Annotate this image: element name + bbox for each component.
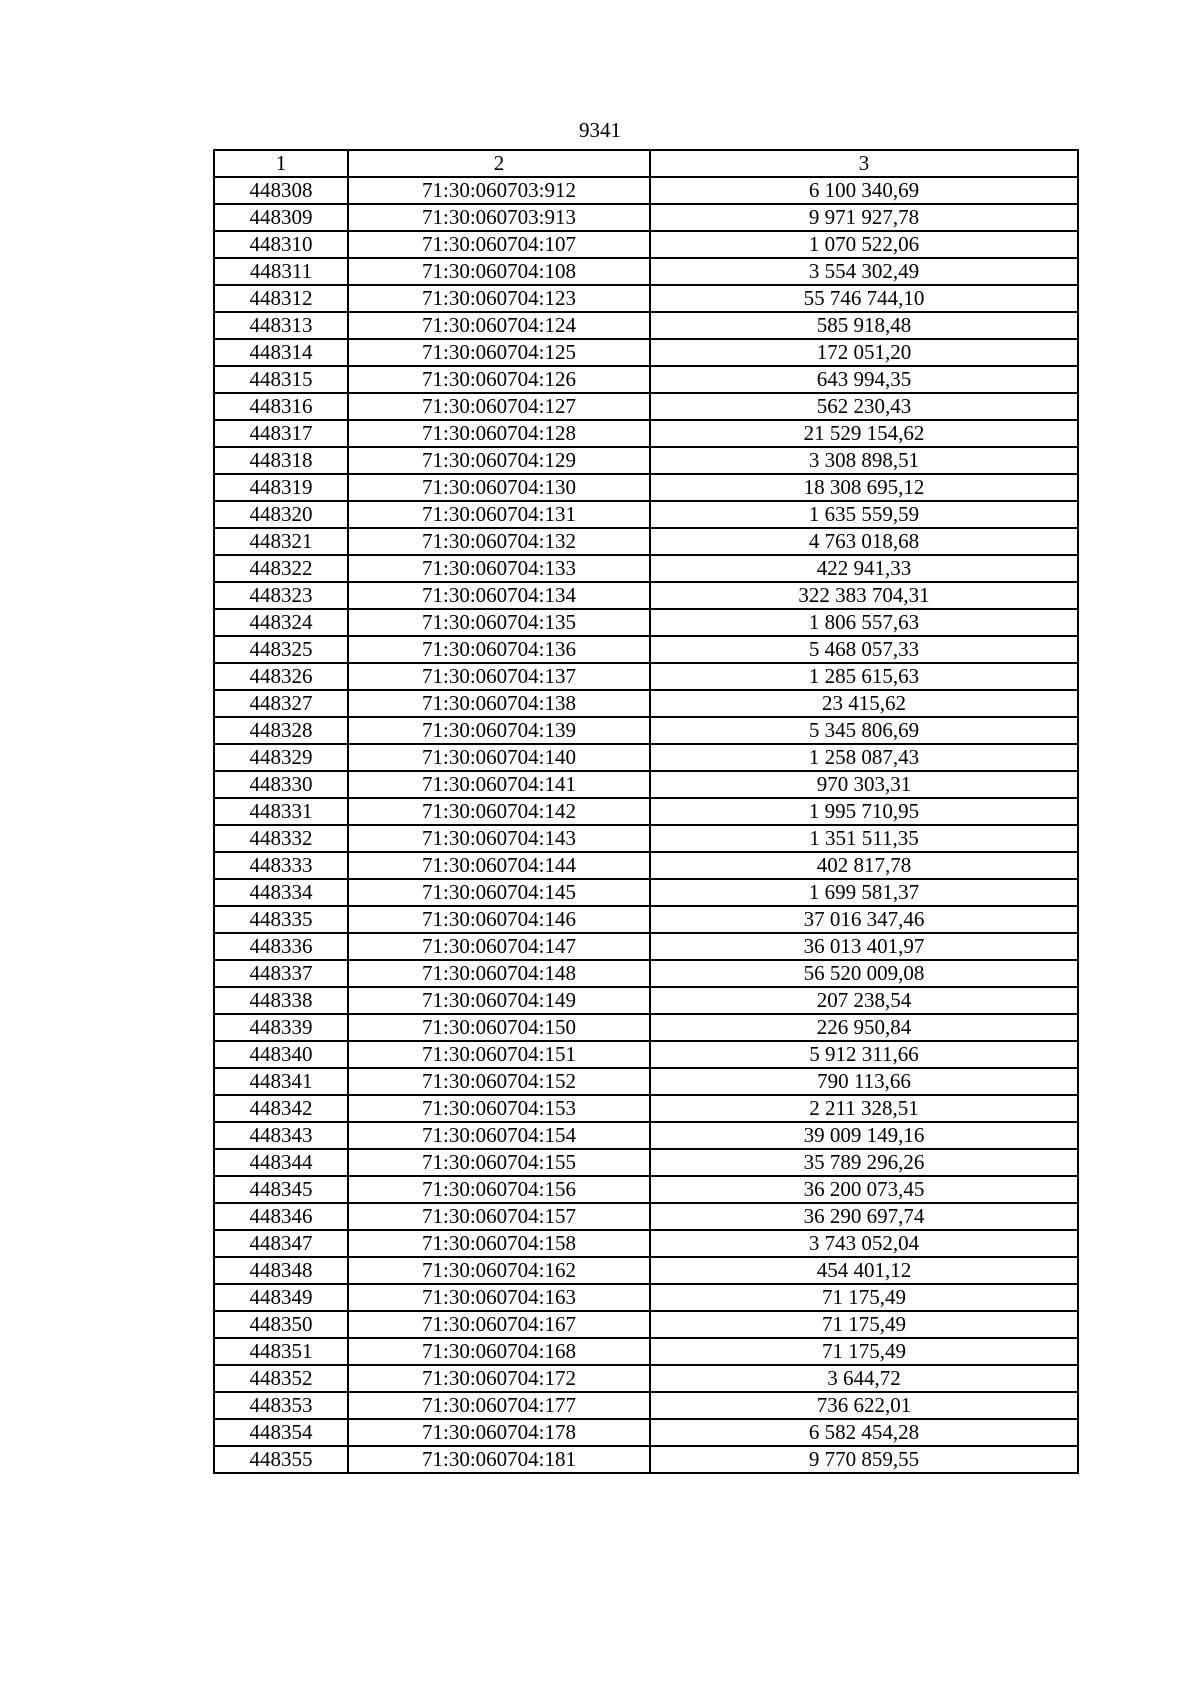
row-number-cell: 448332	[214, 825, 348, 852]
row-number-cell: 448346	[214, 1203, 348, 1230]
row-number-cell: 448320	[214, 501, 348, 528]
row-number-cell: 448338	[214, 987, 348, 1014]
cadastral-number-cell: 71:30:060704:178	[348, 1419, 650, 1446]
cadastral-value-cell: 1 285 615,63	[650, 663, 1078, 690]
cadastral-number-cell: 71:30:060704:146	[348, 906, 650, 933]
table-row	[214, 1095, 1078, 1122]
row-number-cell: 448316	[214, 393, 348, 420]
row-number-cell: 448349	[214, 1284, 348, 1311]
cadastral-number-cell: 71:30:060704:181	[348, 1446, 650, 1473]
row-number-cell: 448331	[214, 798, 348, 825]
cadastral-value-cell: 6 100 340,69	[650, 177, 1078, 204]
row-number-cell: 448351	[214, 1338, 348, 1365]
cadastral-value-cell: 402 817,78	[650, 852, 1078, 879]
row-number-cell: 448309	[214, 204, 348, 231]
cadastral-value-cell: 422 941,33	[650, 555, 1078, 582]
table-row	[214, 1149, 1078, 1176]
cadastral-number-cell: 71:30:060704:131	[348, 501, 650, 528]
cadastral-value-cell: 36 290 697,74	[650, 1203, 1078, 1230]
table-row	[214, 1230, 1078, 1257]
cadastral-value-cell: 3 644,72	[650, 1365, 1078, 1392]
cadastral-value-cell: 1 258 087,43	[650, 744, 1078, 771]
cadastral-number-cell: 71:30:060704:128	[348, 420, 650, 447]
cadastral-number-cell: 71:30:060704:124	[348, 312, 650, 339]
table-row	[214, 1338, 1078, 1365]
cadastral-value-cell: 56 520 009,08	[650, 960, 1078, 987]
cadastral-number-cell: 71:30:060704:138	[348, 690, 650, 717]
row-number-cell: 448340	[214, 1041, 348, 1068]
header-row	[214, 150, 1078, 177]
row-number-cell: 448345	[214, 1176, 348, 1203]
cadastral-value-cell: 37 016 347,46	[650, 906, 1078, 933]
table-row	[214, 1284, 1078, 1311]
cadastral-number-cell: 71:30:060704:156	[348, 1176, 650, 1203]
cadastral-number-cell: 71:30:060704:142	[348, 798, 650, 825]
row-number-cell: 448308	[214, 177, 348, 204]
cadastral-value-table	[213, 149, 1079, 1474]
table-row	[214, 474, 1078, 501]
table-row	[214, 1311, 1078, 1338]
table-row	[214, 528, 1078, 555]
cadastral-number-cell: 71:30:060704:167	[348, 1311, 650, 1338]
cadastral-number-cell: 71:30:060704:157	[348, 1203, 650, 1230]
row-number-cell: 448337	[214, 960, 348, 987]
row-number-cell: 448355	[214, 1446, 348, 1473]
cadastral-number-cell: 71:30:060704:150	[348, 1014, 650, 1041]
cadastral-number-cell: 71:30:060704:151	[348, 1041, 650, 1068]
row-number-cell: 448317	[214, 420, 348, 447]
cadastral-value-cell: 23 415,62	[650, 690, 1078, 717]
table-row	[214, 501, 1078, 528]
table-row	[214, 204, 1078, 231]
cadastral-value-cell: 736 622,01	[650, 1392, 1078, 1419]
cadastral-number-cell: 71:30:060704:139	[348, 717, 650, 744]
cadastral-number-cell: 71:30:060704:133	[348, 555, 650, 582]
cadastral-value-cell: 1 699 581,37	[650, 879, 1078, 906]
column-header-3: 3	[650, 150, 1078, 177]
cadastral-number-cell: 71:30:060703:912	[348, 177, 650, 204]
cadastral-value-cell: 790 113,66	[650, 1068, 1078, 1095]
row-number-cell: 448336	[214, 933, 348, 960]
cadastral-number-cell: 71:30:060704:136	[348, 636, 650, 663]
cadastral-value-cell: 5 345 806,69	[650, 717, 1078, 744]
row-number-cell: 448311	[214, 258, 348, 285]
cadastral-number-cell: 71:30:060704:132	[348, 528, 650, 555]
cadastral-value-cell: 55 746 744,10	[650, 285, 1078, 312]
cadastral-value-cell: 71 175,49	[650, 1284, 1078, 1311]
table-row	[214, 1257, 1078, 1284]
cadastral-value-cell: 172 051,20	[650, 339, 1078, 366]
table-row	[214, 1176, 1078, 1203]
cadastral-value-cell: 207 238,54	[650, 987, 1078, 1014]
cadastral-number-cell: 71:30:060704:130	[348, 474, 650, 501]
table-row	[214, 339, 1078, 366]
cadastral-value-cell: 9 770 859,55	[650, 1446, 1078, 1473]
table-row	[214, 1419, 1078, 1446]
table-row	[214, 717, 1078, 744]
cadastral-value-cell: 4 763 018,68	[650, 528, 1078, 555]
cadastral-value-cell: 39 009 149,16	[650, 1122, 1078, 1149]
cadastral-number-cell: 71:30:060704:149	[348, 987, 650, 1014]
cadastral-number-cell: 71:30:060704:148	[348, 960, 650, 987]
row-number-cell: 448350	[214, 1311, 348, 1338]
cadastral-value-cell: 6 582 454,28	[650, 1419, 1078, 1446]
row-number-cell: 448352	[214, 1365, 348, 1392]
row-number-cell: 448343	[214, 1122, 348, 1149]
row-number-cell: 448339	[214, 1014, 348, 1041]
table-row	[214, 285, 1078, 312]
cadastral-number-cell: 71:30:060704:140	[348, 744, 650, 771]
cadastral-value-cell: 5 468 057,33	[650, 636, 1078, 663]
cadastral-value-cell: 3 743 052,04	[650, 1230, 1078, 1257]
row-number-cell: 448342	[214, 1095, 348, 1122]
cadastral-number-cell: 71:30:060704:108	[348, 258, 650, 285]
cadastral-value-cell: 1 995 710,95	[650, 798, 1078, 825]
cadastral-value-cell: 2 211 328,51	[650, 1095, 1078, 1122]
table-row	[214, 582, 1078, 609]
row-number-cell: 448333	[214, 852, 348, 879]
row-number-cell: 448334	[214, 879, 348, 906]
cadastral-value-cell: 21 529 154,62	[650, 420, 1078, 447]
table-row	[214, 1203, 1078, 1230]
row-number-cell: 448319	[214, 474, 348, 501]
row-number-cell: 448322	[214, 555, 348, 582]
table-row	[214, 852, 1078, 879]
column-header-1: 1	[214, 150, 348, 177]
row-number-cell: 448318	[214, 447, 348, 474]
cadastral-value-cell: 1 351 511,35	[650, 825, 1078, 852]
table-row	[214, 933, 1078, 960]
cadastral-number-cell: 71:30:060704:155	[348, 1149, 650, 1176]
cadastral-value-cell: 35 789 296,26	[650, 1149, 1078, 1176]
cadastral-number-cell: 71:30:060704:144	[348, 852, 650, 879]
table-row	[214, 744, 1078, 771]
row-number-cell: 448353	[214, 1392, 348, 1419]
row-number-cell: 448328	[214, 717, 348, 744]
cadastral-value-cell: 562 230,43	[650, 393, 1078, 420]
cadastral-value-cell: 71 175,49	[650, 1311, 1078, 1338]
cadastral-value-cell: 1 806 557,63	[650, 609, 1078, 636]
table-row	[214, 609, 1078, 636]
row-number-cell: 448344	[214, 1149, 348, 1176]
table-row	[214, 798, 1078, 825]
table-row	[214, 879, 1078, 906]
row-number-cell: 448314	[214, 339, 348, 366]
cadastral-number-cell: 71:30:060704:123	[348, 285, 650, 312]
table-row	[214, 447, 1078, 474]
cadastral-number-cell: 71:30:060704:135	[348, 609, 650, 636]
cadastral-number-cell: 71:30:060704:134	[348, 582, 650, 609]
cadastral-value-cell: 36 013 401,97	[650, 933, 1078, 960]
cadastral-number-cell: 71:30:060704:152	[348, 1068, 650, 1095]
table-row	[214, 420, 1078, 447]
cadastral-number-cell: 71:30:060704:143	[348, 825, 650, 852]
table-row	[214, 987, 1078, 1014]
table-row	[214, 1365, 1078, 1392]
row-number-cell: 448330	[214, 771, 348, 798]
table-row	[214, 258, 1078, 285]
cadastral-value-cell: 1 635 559,59	[650, 501, 1078, 528]
row-number-cell: 448329	[214, 744, 348, 771]
cadastral-number-cell: 71:30:060704:141	[348, 771, 650, 798]
row-number-cell: 448347	[214, 1230, 348, 1257]
row-number-cell: 448323	[214, 582, 348, 609]
table-row	[214, 231, 1078, 258]
cadastral-value-cell: 454 401,12	[650, 1257, 1078, 1284]
cadastral-value-cell: 322 383 704,31	[650, 582, 1078, 609]
row-number-cell: 448324	[214, 609, 348, 636]
row-number-cell: 448335	[214, 906, 348, 933]
cadastral-number-cell: 71:30:060704:147	[348, 933, 650, 960]
table-row	[214, 960, 1078, 987]
row-number-cell: 448312	[214, 285, 348, 312]
cadastral-number-cell: 71:30:060704:172	[348, 1365, 650, 1392]
row-number-cell: 448348	[214, 1257, 348, 1284]
row-number-cell: 448327	[214, 690, 348, 717]
table-row	[214, 663, 1078, 690]
table-row	[214, 312, 1078, 339]
table-row	[214, 906, 1078, 933]
cadastral-value-cell: 643 994,35	[650, 366, 1078, 393]
cadastral-number-cell: 71:30:060704:162	[348, 1257, 650, 1284]
table-row	[214, 690, 1078, 717]
table-row	[214, 1446, 1078, 1473]
row-number-cell: 448326	[214, 663, 348, 690]
cadastral-number-cell: 71:30:060704:107	[348, 231, 650, 258]
row-number-cell: 448310	[214, 231, 348, 258]
table-row	[214, 393, 1078, 420]
cadastral-value-cell: 9 971 927,78	[650, 204, 1078, 231]
row-number-cell: 448315	[214, 366, 348, 393]
cadastral-value-cell: 3 308 898,51	[650, 447, 1078, 474]
cadastral-number-cell: 71:30:060703:913	[348, 204, 650, 231]
table-row	[214, 771, 1078, 798]
table-body	[214, 177, 1078, 1473]
table-row	[214, 366, 1078, 393]
table-row	[214, 1014, 1078, 1041]
cadastral-value-cell: 1 070 522,06	[650, 231, 1078, 258]
cadastral-number-cell: 71:30:060704:129	[348, 447, 650, 474]
cadastral-number-cell: 71:30:060704:125	[348, 339, 650, 366]
page-number: 9341	[579, 118, 621, 142]
cadastral-number-cell: 71:30:060704:163	[348, 1284, 650, 1311]
cadastral-number-cell: 71:30:060704:137	[348, 663, 650, 690]
table-row	[214, 555, 1078, 582]
row-number-cell: 448321	[214, 528, 348, 555]
cadastral-value-cell: 3 554 302,49	[650, 258, 1078, 285]
row-number-cell: 448341	[214, 1068, 348, 1095]
cadastral-number-cell: 71:30:060704:177	[348, 1392, 650, 1419]
cadastral-number-cell: 71:30:060704:158	[348, 1230, 650, 1257]
cadastral-value-cell: 5 912 311,66	[650, 1041, 1078, 1068]
table-row	[214, 1122, 1078, 1149]
table-row	[214, 1041, 1078, 1068]
cadastral-number-cell: 71:30:060704:145	[348, 879, 650, 906]
table-row	[214, 636, 1078, 663]
table-row	[214, 1068, 1078, 1095]
row-number-cell: 448313	[214, 312, 348, 339]
cadastral-number-cell: 71:30:060704:153	[348, 1095, 650, 1122]
column-header-2: 2	[348, 150, 650, 177]
cadastral-value-cell: 970 303,31	[650, 771, 1078, 798]
cadastral-number-cell: 71:30:060704:126	[348, 366, 650, 393]
cadastral-value-cell: 585 918,48	[650, 312, 1078, 339]
cadastral-number-cell: 71:30:060704:168	[348, 1338, 650, 1365]
table-header	[214, 150, 1078, 177]
cadastral-number-cell: 71:30:060704:127	[348, 393, 650, 420]
cadastral-value-cell: 226 950,84	[650, 1014, 1078, 1041]
cadastral-number-cell: 71:30:060704:154	[348, 1122, 650, 1149]
cadastral-value-cell: 36 200 073,45	[650, 1176, 1078, 1203]
row-number-cell: 448354	[214, 1419, 348, 1446]
cadastral-value-cell: 18 308 695,12	[650, 474, 1078, 501]
table-row	[214, 177, 1078, 204]
row-number-cell: 448325	[214, 636, 348, 663]
table-row	[214, 825, 1078, 852]
cadastral-value-cell: 71 175,49	[650, 1338, 1078, 1365]
table-row	[214, 1392, 1078, 1419]
